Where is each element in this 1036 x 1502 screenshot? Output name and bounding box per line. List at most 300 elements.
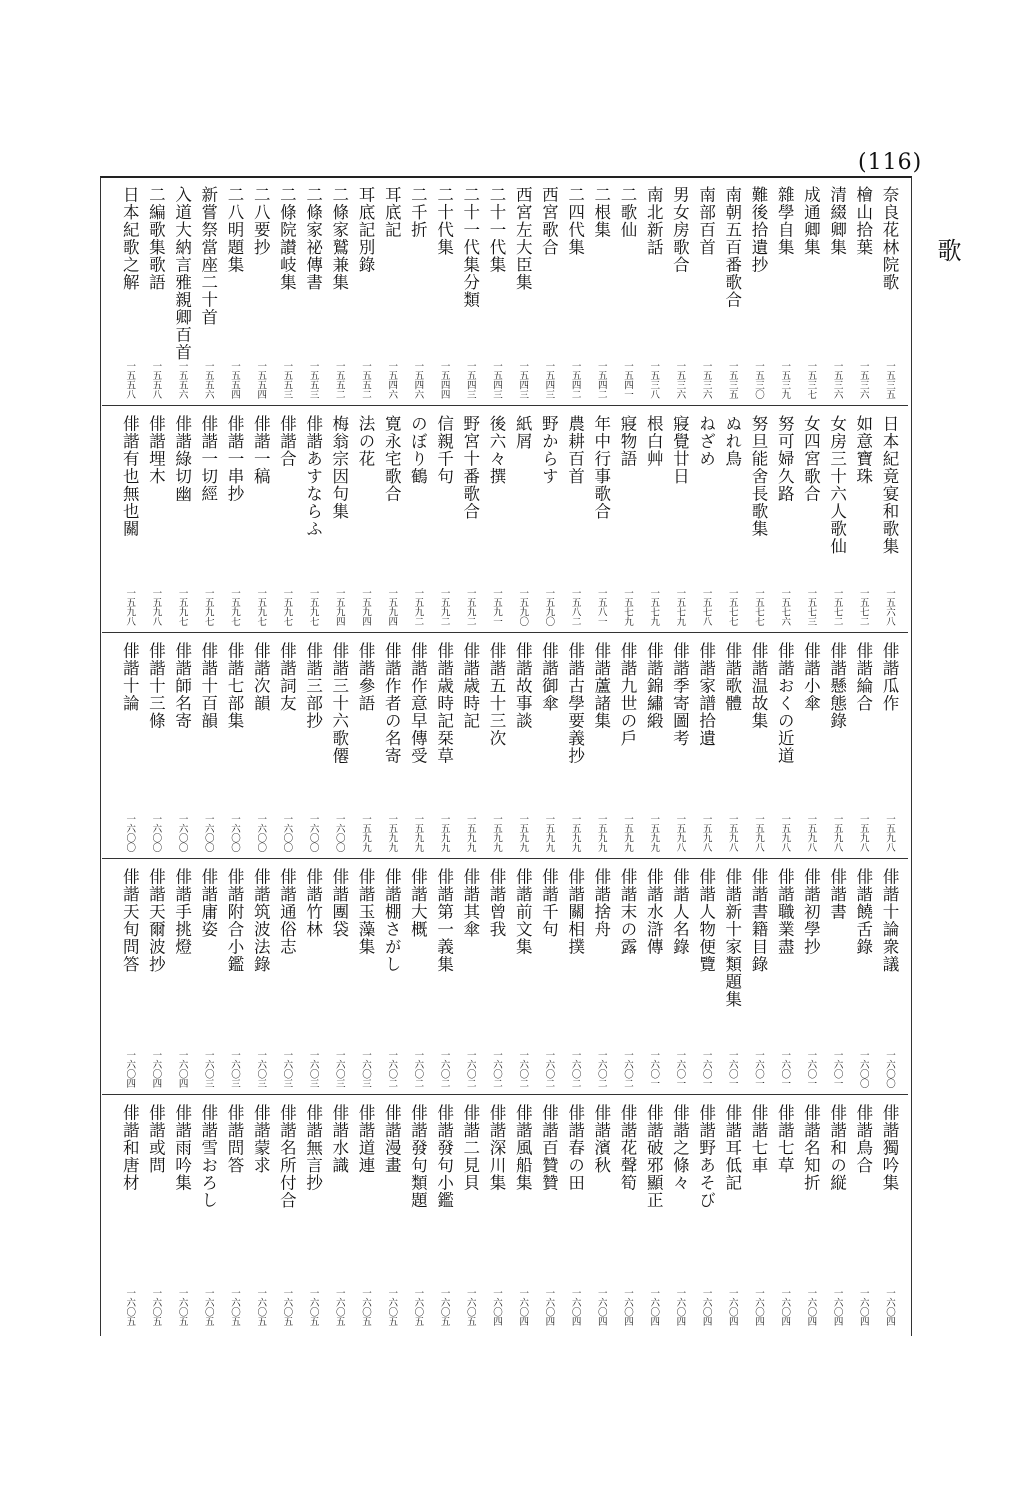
entry-title: 男女房歌合	[670, 186, 690, 274]
entry-title: 俳諧七部集	[225, 642, 244, 730]
entry-title: 梅翁宗因句集	[329, 415, 349, 520]
entry-title: 俳諧前文集	[513, 868, 533, 956]
entry-title: 俳諧一切經	[198, 415, 218, 503]
index-entry	[273, 1096, 299, 1332]
entry-title: 女房三十六人歌仙	[827, 415, 847, 555]
entry-title: 俳諧埋木	[146, 415, 166, 485]
entry-title: 南北新話	[644, 186, 664, 256]
index-entry	[169, 1096, 195, 1332]
entry-page-number: 一五九二	[464, 588, 476, 626]
entry-page-number: 一五八二	[569, 588, 581, 626]
page-number: (116)	[858, 150, 923, 175]
entry-title: 二十一代集	[487, 186, 506, 274]
entry-title: 農耕百首	[565, 415, 585, 485]
entry-page-number: 一五七二	[857, 588, 869, 626]
entry-title: 入道大納言雅親卿百首	[172, 186, 192, 361]
entry-title: 成通卿集	[801, 186, 821, 256]
index-entry	[378, 634, 404, 858]
entry-page-number: 一五九九	[622, 814, 633, 852]
entry-title: 俳諧水滸傳	[644, 868, 664, 956]
index-entry	[169, 178, 195, 405]
band-divider	[102, 1094, 908, 1095]
entry-title: 俳諧春の田	[565, 1104, 585, 1192]
entry-title: 俳諧瓜作	[880, 642, 899, 712]
entry-title: 俳諧附合小鑑	[225, 868, 244, 973]
index-entry	[535, 1096, 561, 1332]
entry-page-number: 一五四六	[412, 361, 424, 399]
entry-page-number: 一五九九	[412, 814, 424, 852]
index-entry	[509, 1096, 535, 1332]
index-entry	[431, 407, 457, 632]
entry-page-number: 一五九八	[674, 814, 686, 852]
index-entry	[666, 178, 692, 405]
index-entry	[666, 634, 692, 858]
entry-page-number: 一六〇〇	[857, 1050, 869, 1088]
entry-title: 俳諧書	[827, 868, 847, 921]
index-entry	[457, 1096, 483, 1332]
index-entry	[457, 634, 483, 858]
index-entry	[116, 407, 142, 632]
index-entry	[404, 178, 430, 405]
entry-title: 俳諧雪おろし	[198, 1104, 218, 1209]
entry-page-number: 一五七八	[700, 588, 712, 626]
entry-title: 俳諧師名寄	[172, 642, 192, 730]
index-entry	[535, 178, 561, 405]
entry-title: 奈良花林院歌	[880, 186, 899, 291]
entry-title: 二四代集	[565, 186, 585, 256]
entry-page-number: 一六〇五	[333, 1288, 345, 1326]
index-entry	[195, 178, 221, 405]
entry-page-number: 一六〇四	[595, 1288, 607, 1326]
index-entry	[719, 178, 745, 405]
entry-page-number: 一五九八	[124, 588, 136, 626]
entry-title: 俳諧小傘	[801, 642, 821, 712]
entry-page-number: 一六〇一	[674, 1050, 686, 1088]
entry-page-number: 一六〇〇	[229, 814, 240, 852]
entry-page-number: 一六〇五	[150, 1288, 162, 1326]
entry-title: 俳諧饒舌錄	[853, 868, 873, 956]
entry-title: 努旦能舍長歌集	[749, 415, 768, 538]
entry-title: 俳諧天爾波抄	[146, 868, 166, 973]
band-divider	[102, 405, 908, 406]
entry-title: 俳諧破邪顯正	[644, 1104, 664, 1209]
entry-title: 俳諧發句類題	[408, 1104, 428, 1209]
entry-title: 紙屑	[513, 415, 533, 450]
index-entry	[588, 178, 614, 405]
index-band-3	[102, 634, 908, 858]
entry-title: 俳諧七車	[749, 1104, 768, 1174]
entry-page-number: 一五九〇	[517, 588, 529, 626]
index-entry	[876, 178, 902, 405]
band-divider	[102, 632, 908, 633]
index-entry	[745, 407, 771, 632]
entry-title: 俳諧御傘	[539, 642, 559, 712]
entry-page-number: 一五七九	[648, 588, 660, 626]
index-entry	[666, 1096, 692, 1332]
entry-title: 清綴卿集	[827, 186, 847, 256]
entry-page-number: 一六〇〇	[333, 814, 345, 852]
entry-page-number: 一五九七	[281, 588, 293, 626]
entry-page-number: 一六〇〇	[307, 814, 319, 852]
entry-title: 俳諧人名錄	[670, 868, 690, 956]
index-entry	[326, 1096, 352, 1332]
entry-title: 俳諧温故集	[749, 642, 768, 730]
entry-title: 信親千句	[434, 415, 454, 485]
index-entry	[719, 1096, 745, 1332]
index-entry	[273, 178, 299, 405]
index-entry	[378, 407, 404, 632]
entry-title: 俳諧三十六歌僊	[329, 642, 349, 765]
entry-title: 俳諧書籍目錄	[749, 868, 768, 973]
entry-page-number: 一五九〇	[543, 588, 555, 626]
index-entry	[300, 634, 326, 858]
entry-page-number: 一六〇二	[622, 1050, 633, 1088]
entry-page-number: 一六〇〇	[281, 814, 293, 852]
entry-page-number: 一六〇四	[124, 1050, 136, 1088]
entry-title: 耳底記	[382, 186, 402, 239]
entry-page-number: 一六〇〇	[884, 1050, 895, 1088]
entry-page-number: 一五四六	[386, 361, 398, 399]
index-entry	[771, 634, 797, 858]
entry-title: 寢覺廿日	[670, 415, 690, 485]
entry-title: 俳諧二見貝	[460, 1104, 480, 1192]
index-entry	[797, 634, 823, 858]
entry-title: 二條家鷲兼集	[329, 186, 349, 291]
index-entry	[876, 407, 902, 632]
entry-page-number: 一五三八	[648, 361, 660, 399]
entry-title: 二十一代集分類	[460, 186, 480, 309]
index-entry	[797, 407, 823, 632]
entry-title: 俳諧家譜拾遺	[696, 642, 716, 747]
index-entry	[483, 1096, 509, 1332]
entry-title: 寢物語	[618, 415, 637, 468]
entry-title: 俳諧一串抄	[225, 415, 244, 503]
index-entry	[352, 407, 378, 632]
index-entry	[640, 178, 666, 405]
index-entry	[797, 178, 823, 405]
entry-page-number: 一五七七	[753, 588, 764, 626]
entry-title: 俳諧おくの近道	[775, 642, 795, 765]
entry-title: 俳諧百贊贊	[539, 1104, 559, 1192]
index-entry	[509, 178, 535, 405]
entry-page-number: 一六〇一	[753, 1050, 764, 1088]
index-entry	[824, 1096, 850, 1332]
entry-page-number: 一六〇四	[726, 1288, 738, 1326]
index-entry	[614, 634, 640, 858]
index-entry	[614, 178, 640, 405]
index-entry	[169, 634, 195, 858]
entry-title: 俳諧和唐材	[120, 1104, 140, 1192]
entry-title: 二十代集	[434, 186, 454, 256]
index-entry	[247, 1096, 273, 1332]
entry-page-number: 一五三〇	[753, 361, 764, 399]
entry-page-number: 一六〇三	[255, 1050, 267, 1088]
entry-page-number: 一五四三	[464, 361, 476, 399]
entry-title: 俳諧濱秋	[591, 1104, 611, 1174]
index-entry	[378, 860, 404, 1094]
index-entry	[142, 178, 168, 405]
index-entry	[535, 634, 561, 858]
entry-title: 俳諧三部抄	[303, 642, 323, 730]
index-entry	[326, 634, 352, 858]
index-entry	[352, 634, 378, 858]
index-entry	[431, 178, 457, 405]
index-entry	[142, 634, 168, 858]
entry-page-number: 一五四二	[569, 361, 581, 399]
index-entry	[326, 407, 352, 632]
entry-page-number: 一六〇〇	[176, 814, 188, 852]
entry-title: 努可婦久路	[775, 415, 795, 503]
entry-page-number: 一六〇五	[464, 1288, 476, 1326]
entry-page-number: 一五九七	[307, 588, 319, 626]
entry-title: 日本紀歌之解	[120, 186, 140, 291]
entry-page-number: 一五九七	[176, 588, 188, 626]
index-entry	[562, 860, 588, 1094]
entry-page-number: 一五九二	[412, 588, 424, 626]
entry-page-number: 一五九八	[857, 814, 869, 852]
entry-page-number: 一五五八	[150, 361, 162, 399]
entry-page-number: 一五九九	[543, 814, 555, 852]
entry-title: 俳諧和の縦	[827, 1104, 847, 1192]
index-band-4	[102, 860, 908, 1094]
index-entry	[404, 634, 430, 858]
entry-page-number: 一六〇五	[255, 1288, 267, 1326]
entry-page-number: 一六〇三	[281, 1050, 293, 1088]
entry-page-number: 一五九九	[595, 814, 607, 852]
entry-page-number: 一六〇四	[753, 1288, 764, 1326]
index-entry	[693, 860, 719, 1094]
index-entry	[378, 1096, 404, 1332]
entry-title: 俳諧名知折	[801, 1104, 821, 1192]
index-entry	[876, 634, 902, 858]
index-entry	[326, 178, 352, 405]
index-entry	[745, 178, 771, 405]
index-entry	[404, 407, 430, 632]
index-entry	[640, 1096, 666, 1332]
entry-page-number: 一六〇四	[543, 1288, 555, 1326]
entry-page-number: 一六〇四	[517, 1288, 529, 1326]
entry-page-number: 一五五二	[333, 361, 345, 399]
index-entry	[824, 634, 850, 858]
index-entry	[771, 407, 797, 632]
index-entry	[693, 1096, 719, 1332]
entry-title: 檜山拾葉	[853, 186, 873, 256]
entry-title: 俳諧九世の戶	[618, 642, 637, 747]
entry-page-number: 一五九七	[229, 588, 240, 626]
entry-title: 俳諧野あそび	[696, 1104, 716, 1209]
entry-page-number: 一六〇二	[543, 1050, 555, 1088]
entry-page-number: 一五九九	[360, 814, 371, 852]
entry-page-number: 一六〇四	[569, 1288, 581, 1326]
entry-title: 俳諧古學要義抄	[565, 642, 585, 765]
entry-page-number: 一五四四	[438, 361, 450, 399]
entry-title: 俳諧歌體	[722, 642, 742, 712]
index-entry	[457, 860, 483, 1094]
index-entry	[352, 1096, 378, 1332]
entry-page-number: 一五九九	[648, 814, 660, 852]
index-entry	[876, 860, 902, 1094]
entry-page-number: 一五九四	[333, 588, 345, 626]
index-entry	[352, 860, 378, 1094]
entry-page-number: 一六〇五	[438, 1288, 450, 1326]
entry-page-number: 一五五六	[202, 361, 214, 399]
index-entry	[771, 1096, 797, 1332]
entry-title: 俳諧十論衆議	[880, 868, 899, 973]
entry-title: 俳諧深川集	[487, 1104, 506, 1192]
entry-page-number: 一五七六	[779, 588, 791, 626]
entry-title: ぬれ鳥	[722, 415, 742, 468]
entry-title: 南朝五百番歌合	[722, 186, 742, 309]
entry-page-number: 一六〇〇	[255, 814, 267, 852]
entry-page-number: 一五九九	[491, 814, 502, 852]
index-entry	[693, 634, 719, 858]
entry-page-number: 一六〇四	[700, 1288, 712, 1326]
entry-title: 俳諧耳低記	[722, 1104, 742, 1192]
entry-page-number: 一六〇二	[517, 1050, 529, 1088]
entry-page-number: 一六〇二	[412, 1050, 424, 1088]
index-entry	[850, 407, 876, 632]
index-entry	[273, 634, 299, 858]
index-entry	[562, 1096, 588, 1332]
entry-title: 俳諧天旬問答	[120, 868, 140, 973]
entry-title: 俳諧季寄圖考	[670, 642, 690, 747]
entry-title: 俳諧有也無也關	[120, 415, 140, 538]
index-entry	[116, 178, 142, 405]
entry-page-number: 一六〇二	[491, 1050, 502, 1088]
entry-page-number: 一六〇五	[202, 1288, 214, 1326]
entry-page-number: 一六〇三	[307, 1050, 319, 1088]
entry-title: 俳諧名所付合	[277, 1104, 297, 1209]
index-entry	[431, 1096, 457, 1332]
index-entry	[273, 407, 299, 632]
entry-title: のぼり鶴	[408, 415, 428, 485]
entry-title: 俳諧綸合	[853, 642, 873, 712]
entry-page-number: 一六〇一	[726, 1050, 738, 1088]
index-entry	[640, 634, 666, 858]
section-label: 歌	[933, 238, 961, 262]
entry-page-number: 一六〇五	[229, 1288, 240, 1326]
entry-title: 二條家祕傳書	[303, 186, 323, 291]
entry-page-number: 一六〇四	[831, 1288, 843, 1326]
entry-title: 西宮歌合	[539, 186, 559, 256]
index-entry	[850, 860, 876, 1094]
entry-title: 俳諧團袋	[329, 868, 349, 938]
index-entry	[876, 1096, 902, 1332]
index-entry	[588, 407, 614, 632]
entry-page-number: 一六〇四	[150, 1050, 162, 1088]
index-entry	[824, 407, 850, 632]
entry-title: 後六々撰	[487, 415, 506, 485]
entry-title: 俳諧故事談	[513, 642, 533, 730]
index-entry	[300, 178, 326, 405]
entry-page-number: 一五九九	[438, 814, 450, 852]
band-divider	[102, 858, 908, 859]
entry-page-number: 一五五三	[307, 361, 319, 399]
entry-title: 俳諧參語	[356, 642, 375, 712]
entry-page-number: 一六〇五	[307, 1288, 319, 1326]
index-entry	[142, 407, 168, 632]
entry-title: 俳諧作意早傳受	[408, 642, 428, 765]
entry-title: 俳諧關相撲	[565, 868, 585, 956]
index-entry	[457, 407, 483, 632]
entry-title: 俳諧歳時記栞草	[434, 642, 454, 765]
entry-page-number: 一五三五	[726, 361, 738, 399]
index-entry	[719, 860, 745, 1094]
entry-page-number: 一六〇一	[779, 1050, 791, 1088]
index-entry	[797, 1096, 823, 1332]
entry-page-number: 一六〇一	[805, 1050, 817, 1088]
entry-page-number: 一六〇二	[438, 1050, 450, 1088]
entry-title: 俳諧蘆諸集	[591, 642, 611, 730]
index-entry	[483, 860, 509, 1094]
index-entry	[745, 860, 771, 1094]
index-entry	[745, 634, 771, 858]
index-entry	[195, 860, 221, 1094]
entry-title: 俳諧捨舟	[591, 868, 611, 938]
entry-title: 俳諧あすならふ	[303, 415, 323, 538]
index-entry	[719, 634, 745, 858]
entry-title: 俳諧職業盡	[775, 868, 795, 956]
entry-page-number: 一五五八	[124, 361, 136, 399]
entry-title: 俳諧花聲筍	[618, 1104, 637, 1192]
entry-title: 俳諧末の露	[618, 868, 637, 956]
entry-title: 俳諧綠切幽	[172, 415, 192, 503]
entry-page-number: 一五三九	[779, 361, 791, 399]
entry-page-number: 一五五四	[229, 361, 240, 399]
entry-page-number: 一六〇〇	[202, 814, 214, 852]
entry-page-number: 一六〇四	[176, 1050, 188, 1088]
entry-title: 南部百首	[696, 186, 716, 256]
index-entry	[588, 634, 614, 858]
entry-title: 俳諧發句小鑑	[434, 1104, 454, 1209]
entry-title: 俳諧人物便覽	[696, 868, 716, 973]
entry-title: 俳諧或問	[146, 1104, 166, 1174]
index-entry	[116, 634, 142, 858]
entry-title: 俳諧第一義集	[434, 868, 454, 973]
index-entry	[509, 634, 535, 858]
index-entry	[116, 1096, 142, 1332]
entry-page-number: 一五三六	[674, 361, 686, 399]
index-entry	[509, 407, 535, 632]
entry-page-number: 一五九八	[726, 814, 738, 852]
entry-title: 俳諧大概	[408, 868, 428, 938]
index-entry	[169, 860, 195, 1094]
entry-title: 俳諧懸態錄	[827, 642, 847, 730]
entry-page-number: 一六〇二	[386, 1050, 398, 1088]
entry-page-number: 一五五六	[176, 361, 188, 399]
entry-page-number: 一五四三	[491, 361, 502, 399]
entry-title: 俳諧其傘	[460, 868, 480, 938]
entry-title: 俳諧無言抄	[303, 1104, 323, 1192]
entry-title: 俳諧通俗志	[277, 868, 297, 956]
entry-title: 二八明題集	[225, 186, 244, 274]
entry-page-number: 一五九八	[753, 814, 764, 852]
index-entry	[221, 407, 247, 632]
index-entry	[142, 1096, 168, 1332]
entry-title: 年中行事歌合	[591, 415, 611, 520]
entry-page-number: 一五四三	[517, 361, 529, 399]
entry-page-number: 一五三六	[700, 361, 712, 399]
index-entry	[614, 860, 640, 1094]
index-entry	[352, 178, 378, 405]
entry-page-number: 一五三七	[805, 361, 817, 399]
entry-title: 雜學自集	[775, 186, 795, 256]
entry-title: 野からす	[539, 415, 559, 485]
entry-title: 俳諧千句	[539, 868, 559, 938]
entry-page-number: 一五九七	[255, 588, 267, 626]
entry-page-number: 一六〇二	[595, 1050, 607, 1088]
entry-page-number: 一五六八	[884, 588, 895, 626]
